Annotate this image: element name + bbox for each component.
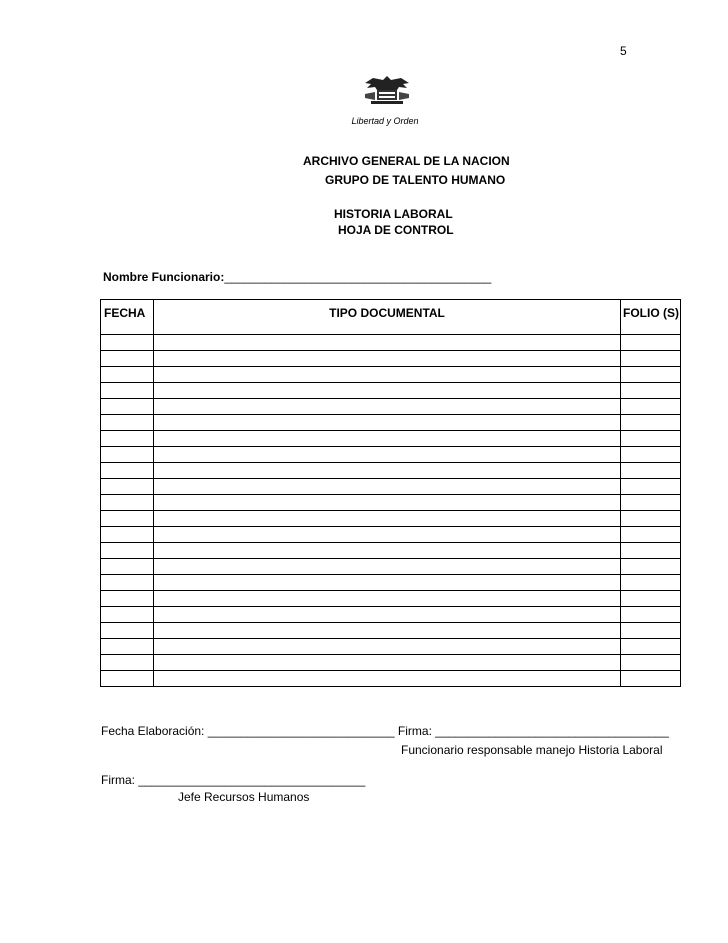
- motto: Libertad y Orden: [351, 116, 419, 126]
- folio-cell[interactable]: [621, 415, 681, 431]
- folio-cell[interactable]: [621, 495, 681, 511]
- fecha-cell[interactable]: [101, 623, 154, 639]
- control-table: [100, 299, 681, 687]
- fecha-cell[interactable]: [101, 527, 154, 543]
- table-row: [101, 335, 681, 351]
- table-row: [101, 463, 681, 479]
- table-row: [101, 431, 681, 447]
- table-row: [101, 447, 681, 463]
- tipo-documental-cell[interactable]: [154, 623, 621, 639]
- folio-cell[interactable]: [621, 623, 681, 639]
- tipo-documental-cell[interactable]: [154, 415, 621, 431]
- folio-cell[interactable]: [621, 575, 681, 591]
- table-row: [101, 559, 681, 575]
- table-row: [101, 511, 681, 527]
- tipo-documental-cell[interactable]: [154, 495, 621, 511]
- table-row: [101, 383, 681, 399]
- tipo-documental-cell[interactable]: [154, 527, 621, 543]
- tipo-documental-cell[interactable]: [154, 367, 621, 383]
- table-row: [101, 527, 681, 543]
- fecha-cell[interactable]: [101, 607, 154, 623]
- tipo-documental-cell[interactable]: [154, 399, 621, 415]
- column-header-fecha: FECHA: [101, 300, 154, 335]
- fecha-cell[interactable]: [101, 415, 154, 431]
- fecha-cell[interactable]: [101, 463, 154, 479]
- folio-cell[interactable]: [621, 655, 681, 671]
- folio-cell[interactable]: [621, 351, 681, 367]
- fecha-cell[interactable]: [101, 639, 154, 655]
- fecha-cell[interactable]: [101, 543, 154, 559]
- table-row: [101, 399, 681, 415]
- table-row: [101, 639, 681, 655]
- table-row: [101, 655, 681, 671]
- hr-chief-signature-line: Firma: __________________________________: [101, 773, 366, 787]
- folio-cell[interactable]: [621, 591, 681, 607]
- group-name: GRUPO DE TALENTO HUMANO: [325, 173, 506, 187]
- fecha-cell[interactable]: [101, 559, 154, 575]
- fecha-cell[interactable]: [101, 495, 154, 511]
- coat-of-arms-seal: [361, 74, 413, 106]
- folio-cell[interactable]: [621, 527, 681, 543]
- tipo-documental-cell[interactable]: [154, 335, 621, 351]
- folio-cell[interactable]: [621, 399, 681, 415]
- fecha-cell[interactable]: [101, 671, 154, 687]
- folio-cell[interactable]: [621, 367, 681, 383]
- tipo-documental-cell[interactable]: [154, 383, 621, 399]
- fecha-cell[interactable]: [101, 655, 154, 671]
- responsible-official-label: Funcionario responsable manejo Historia Laboral: [401, 743, 663, 757]
- fecha-cell[interactable]: [101, 335, 154, 351]
- tipo-documental-cell[interactable]: [154, 607, 621, 623]
- tipo-documental-cell[interactable]: [154, 463, 621, 479]
- tipo-documental-cell[interactable]: [154, 671, 621, 687]
- employee-name-field: [103, 270, 491, 284]
- hr-chief-label: Jefe Recursos Humanos: [178, 790, 310, 804]
- table-row: [101, 543, 681, 559]
- tipo-documental-cell[interactable]: [154, 351, 621, 367]
- folio-cell[interactable]: [621, 559, 681, 575]
- tipo-documental-cell[interactable]: [154, 575, 621, 591]
- fecha-cell[interactable]: [101, 575, 154, 591]
- table-row: [101, 623, 681, 639]
- tipo-documental-cell[interactable]: [154, 655, 621, 671]
- fecha-cell[interactable]: [101, 399, 154, 415]
- tipo-documental-cell[interactable]: [154, 639, 621, 655]
- tipo-documental-cell[interactable]: [154, 511, 621, 527]
- table-row: [101, 479, 681, 495]
- column-header-tipo-documental: TIPO DOCUMENTAL: [154, 300, 621, 335]
- fecha-cell[interactable]: [101, 431, 154, 447]
- organization-name: ARCHIVO GENERAL DE LA NACION: [303, 154, 510, 168]
- folio-cell[interactable]: [621, 383, 681, 399]
- fecha-cell[interactable]: [101, 351, 154, 367]
- fecha-cell[interactable]: [101, 367, 154, 383]
- table-row: [101, 367, 681, 383]
- table-row: [101, 591, 681, 607]
- document-title: HISTORIA LABORAL: [334, 207, 453, 221]
- folio-cell[interactable]: [621, 639, 681, 655]
- table-row: [101, 575, 681, 591]
- folio-cell[interactable]: [621, 671, 681, 687]
- employee-name-label: Nombre Funcionario:: [103, 270, 225, 284]
- document-subtitle: HOJA DE CONTROL: [338, 223, 454, 237]
- table-row: [101, 671, 681, 687]
- table-header-row: [101, 300, 681, 335]
- folio-cell[interactable]: [621, 431, 681, 447]
- employee-name-line[interactable]: ________________________________________: [224, 270, 492, 284]
- column-header-folio: FOLIO (S): [621, 300, 681, 335]
- fecha-cell[interactable]: [101, 479, 154, 495]
- tipo-documental-cell[interactable]: [154, 591, 621, 607]
- fecha-cell[interactable]: [101, 447, 154, 463]
- folio-cell[interactable]: [621, 447, 681, 463]
- fecha-cell[interactable]: [101, 511, 154, 527]
- folio-cell[interactable]: [621, 463, 681, 479]
- folio-cell[interactable]: [621, 543, 681, 559]
- folio-cell[interactable]: [621, 511, 681, 527]
- table-row: [101, 607, 681, 623]
- tipo-documental-cell[interactable]: [154, 447, 621, 463]
- fecha-cell[interactable]: [101, 591, 154, 607]
- folio-cell[interactable]: [621, 607, 681, 623]
- page-number: 5: [620, 44, 627, 58]
- tipo-documental-cell[interactable]: [154, 543, 621, 559]
- table-row: [101, 495, 681, 511]
- tipo-documental-cell[interactable]: [154, 479, 621, 495]
- tipo-documental-cell[interactable]: [154, 431, 621, 447]
- fecha-cell[interactable]: [101, 383, 154, 399]
- folio-cell[interactable]: [621, 479, 681, 495]
- table-row: [101, 415, 681, 431]
- fecha-elaboracion-line: Fecha Elaboración: ____________________________ Firma: ___________________________________: [101, 724, 669, 738]
- table-row: [101, 351, 681, 367]
- folio-cell[interactable]: [621, 335, 681, 351]
- tipo-documental-cell[interactable]: [154, 559, 621, 575]
